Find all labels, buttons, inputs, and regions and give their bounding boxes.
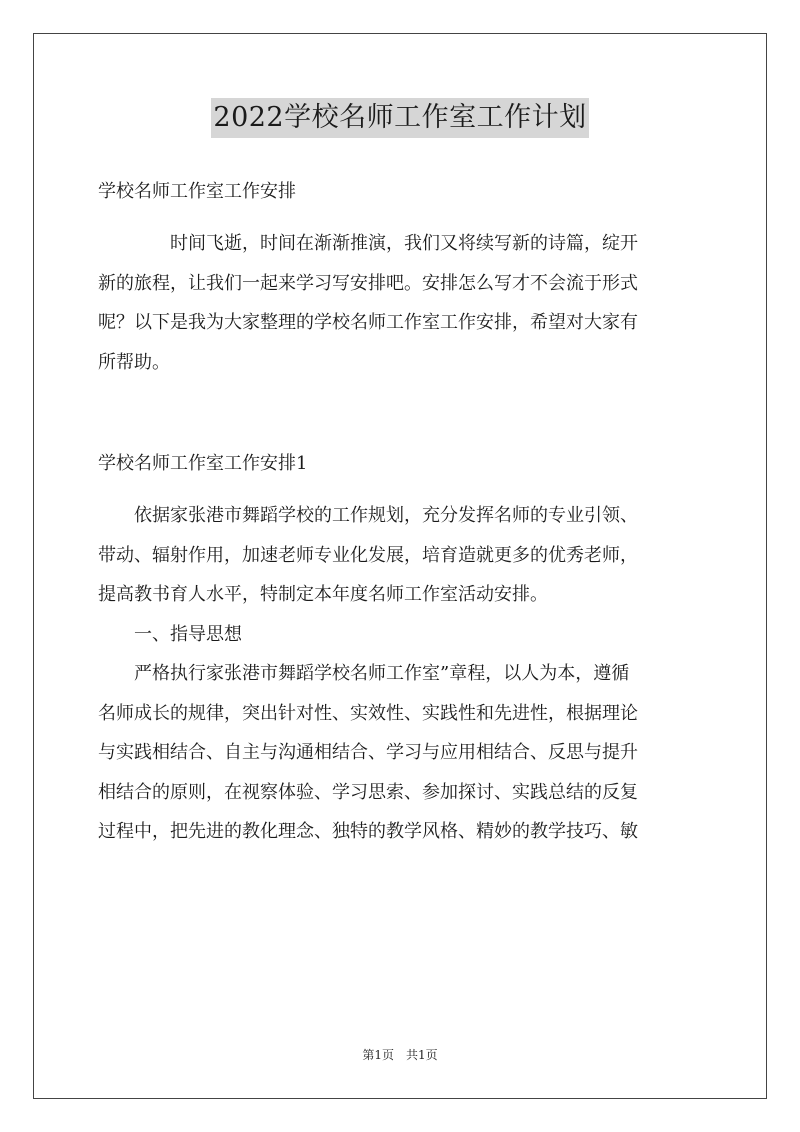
document-body — [98, 172, 704, 852]
intro-line: 所帮助。 — [98, 351, 170, 373]
paragraph-2 — [98, 654, 704, 852]
paragraph-line: 相结合的原则，在视察体验、学习思索、参加探讨、实践总结的反复 — [98, 781, 638, 803]
section-heading: 学校名师工作室工作安排1 — [98, 453, 308, 474]
document-title: 2022学校名师工作室工作计划 — [211, 98, 588, 138]
intro-line: 新的旅程，让我们一起来学习写安排吧。安排怎么写才不会流于形式 — [98, 272, 638, 294]
paragraph-line: 严格执行家张港市舞蹈学校名师工作室”章程，以人为本，遵循 — [98, 663, 630, 684]
document-subtitle: 学校名师工作室工作安排 — [98, 181, 296, 202]
intro-line: 呢？以下是我为大家整理的学校名师工作室工作安排，希望对大家有 — [98, 312, 638, 333]
paragraph-line: 过程中，把先进的教化理念、独特的教学风格、精妙的教学技巧、敏 — [98, 821, 638, 842]
paragraph-line: 提高教书育人水平，特制定本年度名师工作室活动安排。 — [98, 584, 548, 605]
spacer — [98, 382, 704, 444]
paragraph-line: 名师成长的规律，突出针对性、实效性、实践性和先进性，根据理论 — [98, 702, 638, 724]
spacer — [98, 484, 704, 496]
paragraph-line: 与实践相结合、自主与沟通相结合、学习与应用相结合、反思与提升 — [98, 742, 638, 763]
spacer — [98, 212, 704, 224]
intro-paragraph — [98, 224, 704, 382]
paragraph-1 — [98, 496, 704, 654]
paragraph-line: 带动、辐射作用，加速老师专业化发展，培育造就更多的优秀老师， — [98, 544, 638, 566]
paragraph-line: 依据家张港市舞蹈学校的工作规划，充分发挥名师的专业引领、 — [98, 505, 638, 526]
intro-line: 时间飞逝，时间在渐渐推演，我们又将续写新的诗篇，绽开 — [98, 233, 638, 254]
page-footer: 第1页 共1页 — [362, 1048, 438, 1062]
item-heading: 一、指导思想 — [98, 623, 242, 645]
title-wrapper — [0, 98, 800, 138]
